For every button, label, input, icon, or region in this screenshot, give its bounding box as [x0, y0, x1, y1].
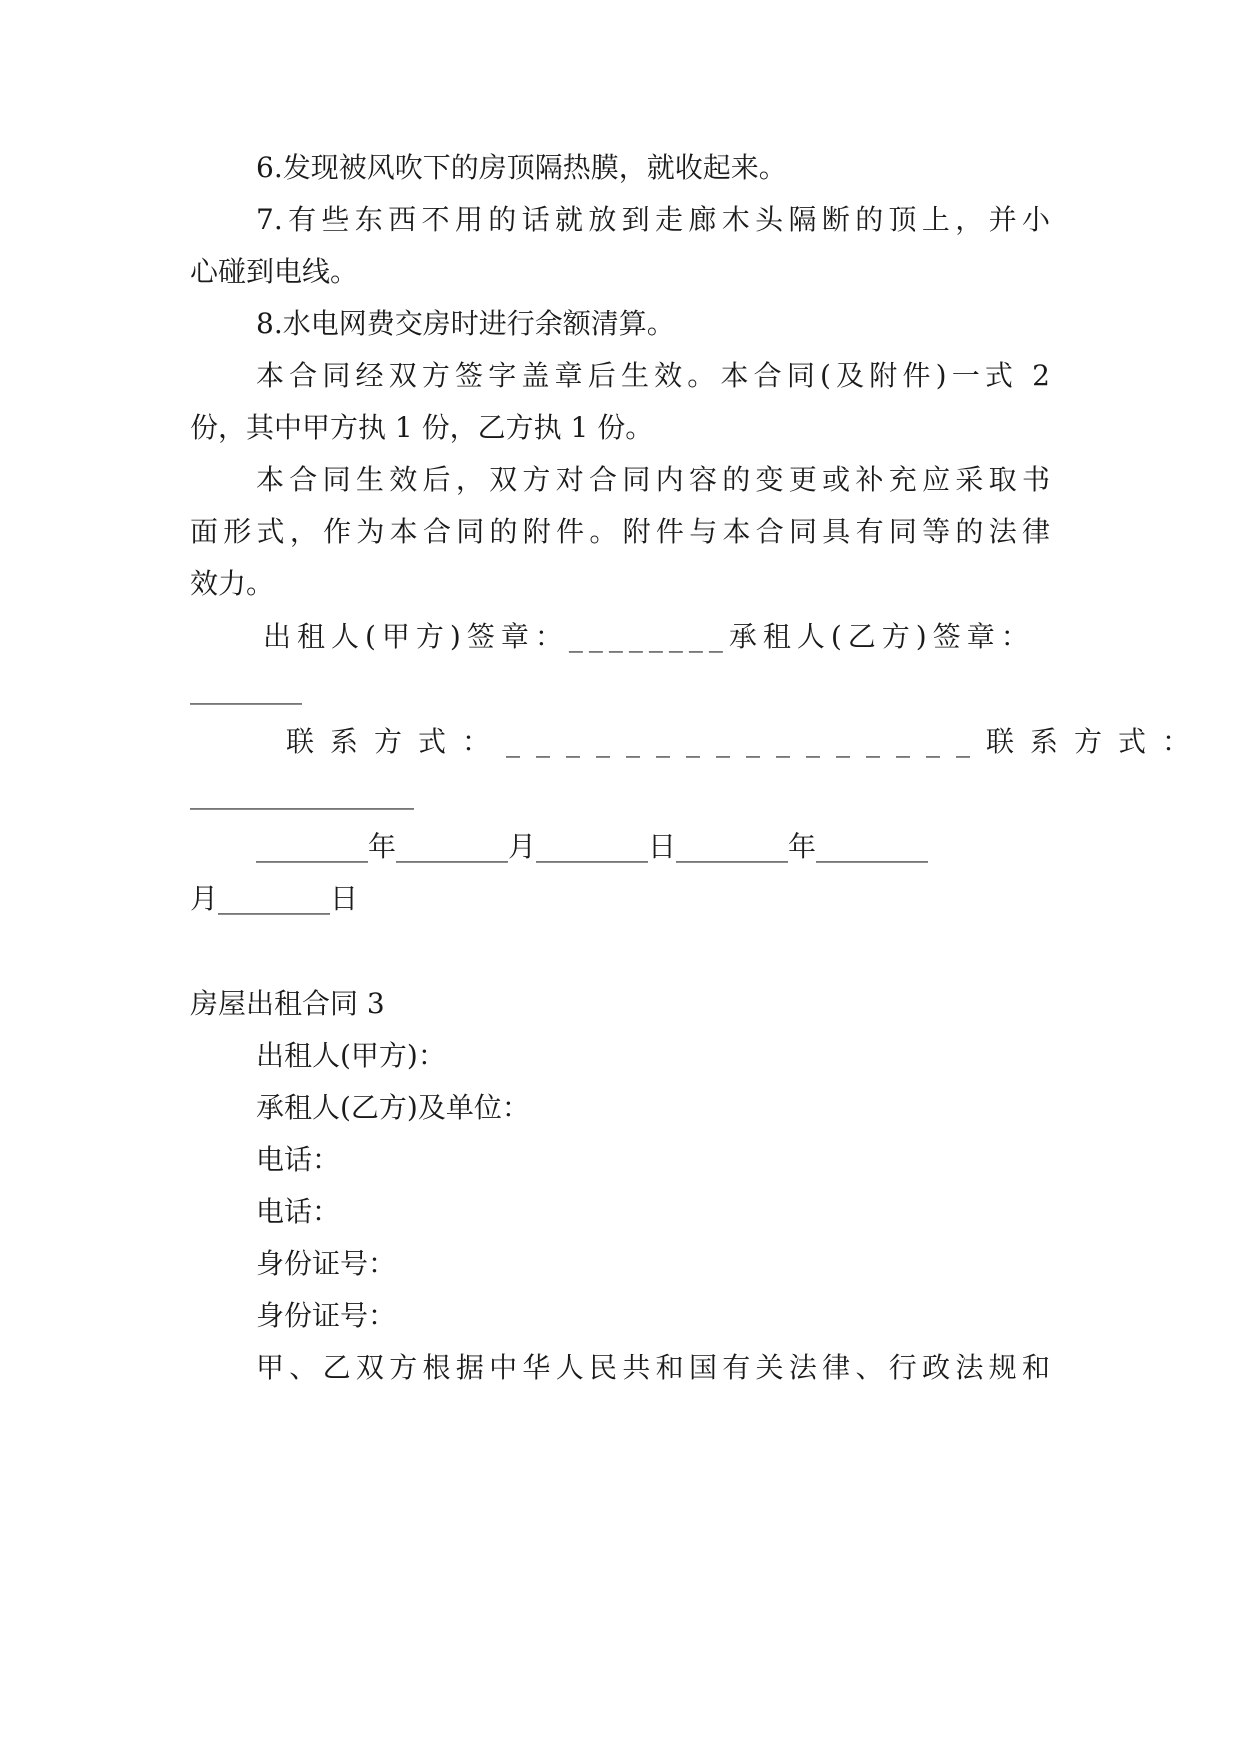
field-lessor: 出租人(甲方)： — [256, 1039, 446, 1072]
text-line: 8.水电网费交房时进行余额清算。 — [256, 307, 675, 340]
contact-blank: ________________ — [190, 777, 414, 810]
text-line: 份，其中甲方执 1 份，乙方执 1 份。 — [190, 411, 654, 444]
field-lessee: 承租人(乙方)及单位： — [256, 1091, 530, 1124]
contact-line: 联系方式：________________联系方式： — [286, 725, 1207, 758]
date-line-cont: 月________日 — [190, 882, 359, 915]
text-line: 心碰到电线。 — [190, 255, 359, 288]
field-phone: 电话： — [256, 1195, 341, 1228]
text-line: 面形式，作为本合同的附件。附件与本合同具有同等的法律 — [190, 515, 1050, 548]
section-title: 房屋出租合同 3 — [190, 987, 385, 1020]
field-id-number: 身份证号： — [256, 1247, 397, 1280]
text-line: 6.发现被风吹下的房顶隔热膜，就收起来。 — [256, 151, 787, 184]
signature-line: 出租人(甲方)签章：________承租人(乙方)签章： — [263, 620, 1035, 653]
field-id-number: 身份证号： — [256, 1299, 397, 1332]
text-line: 本合同生效后，双方对合同内容的变更或补充应采取书 — [256, 463, 1050, 496]
text-line: 甲、乙双方根据中华人民共和国有关法律、行政法规和 — [256, 1351, 1050, 1384]
text-line: 本合同经双方签字盖章后生效。本合同(及附件)一式 2 — [256, 359, 1050, 392]
signature-blank: ________ — [190, 672, 302, 705]
text-line: 效力。 — [190, 567, 275, 600]
date-line: ________年________月________日________年________ — [256, 830, 929, 863]
field-phone: 电话： — [256, 1143, 341, 1176]
text-line: 7.有些东西不用的话就放到走廊木头隔断的顶上，并小 — [256, 203, 1050, 236]
